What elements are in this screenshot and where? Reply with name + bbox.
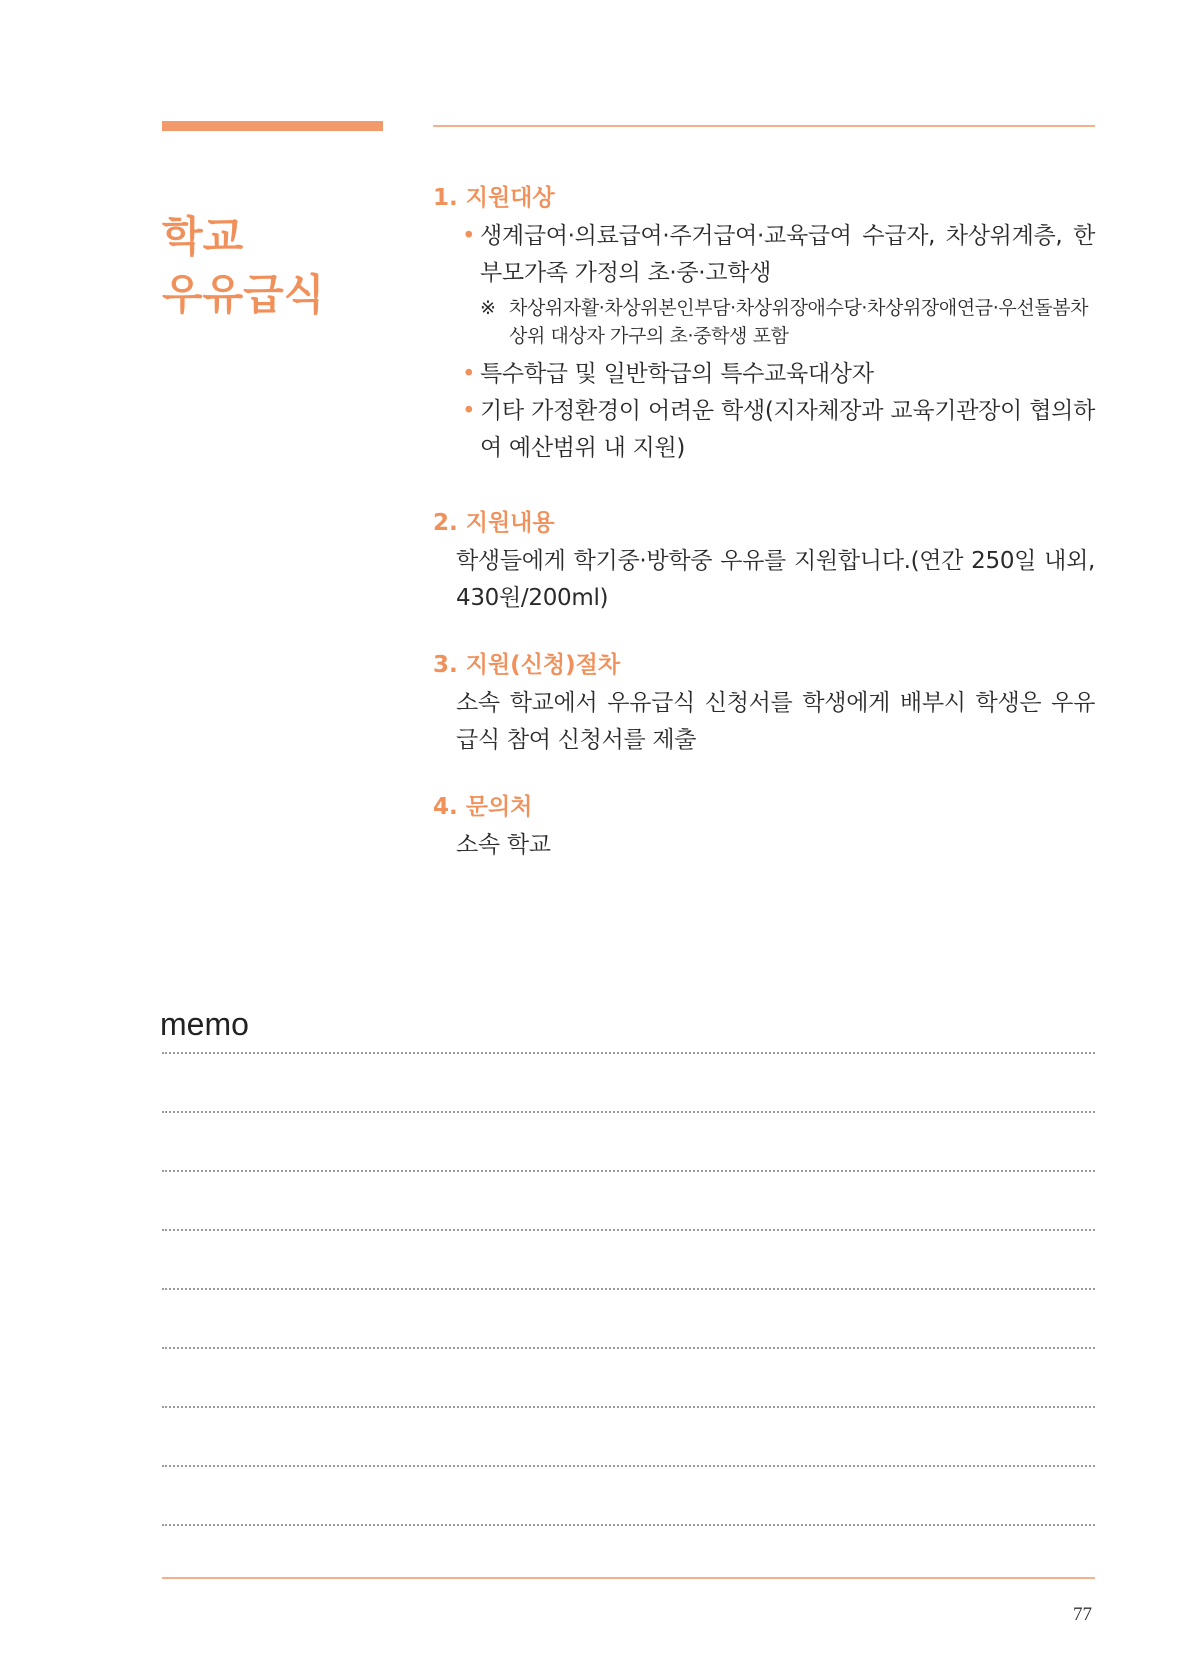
footer-rule — [162, 1577, 1095, 1579]
header-accent-bar — [162, 121, 383, 131]
content-area — [433, 182, 1095, 904]
list-item-text: 생계급여·의료급여·주거급여·교육급여 수급자, 차상위계층, 한부모가족 가정의 초·중·고학생 — [480, 223, 1095, 286]
memo-line — [162, 1465, 1095, 1467]
page-title-line2: 우유급식 — [162, 270, 325, 320]
section-eligibility — [433, 182, 1095, 467]
memo-line — [162, 1288, 1095, 1290]
list-item — [433, 356, 1095, 393]
list-item-text: 특수학급 및 일반학급의 특수교육대상자 — [480, 361, 874, 387]
memo-line — [162, 1111, 1095, 1113]
header-rule — [433, 125, 1095, 127]
list-item — [433, 218, 1095, 292]
bullet-icon: • — [462, 361, 476, 387]
memo-label: memo — [160, 1006, 249, 1042]
section-contact — [433, 791, 1095, 864]
page-title — [162, 208, 382, 324]
page-title-line1: 학교 — [162, 212, 244, 262]
memo-line — [162, 1347, 1095, 1349]
memo-line — [162, 1052, 1095, 1054]
note — [433, 294, 1095, 350]
section-application-procedure — [433, 649, 1095, 759]
bullet-icon: • — [462, 398, 476, 424]
section-heading: 4. 문의처 — [433, 794, 533, 820]
section-support-content — [433, 507, 1095, 617]
bullet-icon: • — [462, 223, 476, 249]
memo-line — [162, 1524, 1095, 1526]
memo-line — [162, 1229, 1095, 1231]
section-body: 학생들에게 학기중·방학중 우유를 지원합니다.(연간 250일 내외, 430원/200ml) — [456, 548, 1095, 611]
note-text: 차상위자활·차상위본인부담·차상위장애수당·차상위장애연금·우선돌봄차상위 대상자 가구의 초·중학생 포함 — [509, 297, 1089, 347]
memo-line — [162, 1170, 1095, 1172]
reference-mark-icon: ※ — [480, 297, 496, 319]
section-heading: 2. 지원내용 — [433, 510, 555, 536]
section-heading: 3. 지원(신청)절차 — [433, 652, 621, 678]
memo-line — [162, 1406, 1095, 1408]
section-heading: 1. 지원대상 — [433, 185, 555, 211]
section-body: 소속 학교에서 우유급식 신청서를 학생에게 배부시 학생은 우유급식 참여 신청서를 제출 — [456, 690, 1095, 753]
list-item-text: 기타 가정환경이 어려운 학생(지자체장과 교육기관장이 협의하여 예산범위 내 지원) — [480, 398, 1095, 461]
list-item — [433, 393, 1095, 467]
section-body: 소속 학교 — [456, 832, 551, 858]
page-number: 77 — [1073, 1604, 1092, 1625]
